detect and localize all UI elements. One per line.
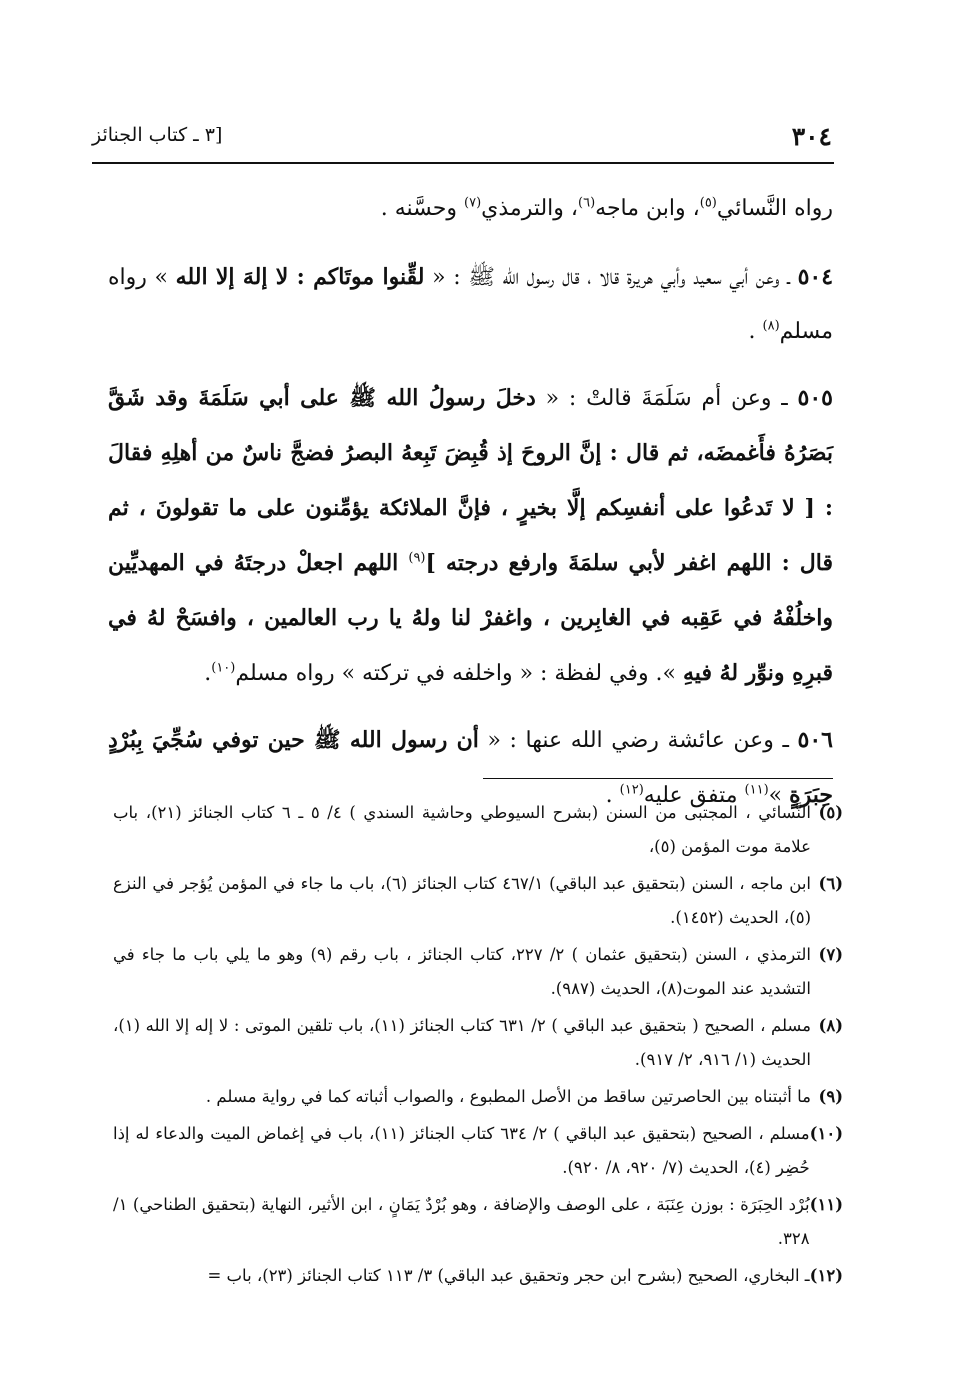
footnote-9 [113,1080,843,1114]
hadith-504 [108,250,833,359]
footnote-number: (١١) [809,1195,843,1214]
hadith-number: ٥٠٦ [797,727,833,753]
footnote-10 [113,1117,843,1185]
hadith-505 [108,371,833,701]
hadith-matn: أن رسول الله ﷺ حين توفي سُجِّيَ بِبُرْدٍ حِبَرَةٍ [108,727,833,808]
hadith-number: ٥٠٥ [797,385,833,411]
footnote-text: النَّسائي ، المجتبى من السنن (بشرح السيوطي وحاشية السندي ) ٤/ ٥ ـ ٦ كتاب الجنائز (٢١)، باب علامة موت المؤمن (٥)، [113,803,811,856]
footnotes [113,796,843,1296]
hadith-intro: ـ وعن أبي سعيد وأبي هريرة قالا ، قال رسول الله ﷺ : « [424,265,798,290]
footnote-11 [113,1188,843,1256]
footnote-number: (١٠) [809,1124,843,1143]
footnote-ref-12[interactable]: (١٢) [619,782,644,798]
footnote-number: (٨) [818,1016,843,1035]
footnote-ref-11[interactable]: (١١) [744,782,769,798]
narration-text: وحسَّنه . [380,196,464,221]
footnote-5 [113,796,843,864]
hadith-matn: لقِّنوا موتَاكم : لا إلهَ إلا الله [175,264,425,290]
footnote-7 [113,938,843,1006]
hadith-source: » رواه مسلم [108,265,833,344]
footnote-ref-7[interactable]: (٧) [464,195,482,211]
footnote-6 [113,867,843,935]
main-text [108,182,833,835]
footnote-separator [483,778,833,779]
footnote-ref-9[interactable]: (٩) [408,550,426,566]
page-header [92,118,832,158]
footnote-ref-10[interactable]: (١٠) [211,660,236,676]
footnote-8 [113,1009,843,1077]
hadith-source: متفق عليه [643,783,745,808]
narration-text: رواه النَّسائي [716,196,833,221]
header-rule [92,162,834,164]
hadith-intro: ـ وعن أم سَلَمَةَ قالتْ : « [535,386,798,411]
narration-text: ، وابن ماجه [595,196,700,221]
footnote-text: بُرْد الحِبَرَة : بوزن عِنَبَة ، على الوصف والإضافة ، وهو بُرْدٌ يَمَانٍ ، ابن الأثير، النهاية (بتحقيق الطناحي) ١/ ٣٢٨. [113,1195,810,1248]
footnote-text: ابن ماجه ، السنن (بتحقيق عبد الباقي) ٤٦٧/١ كتاب الجنائز (٦)، باب ما جاء في المؤمن يُؤجر في النزع (٥)، الحديث (١٤٥٢). [113,874,811,927]
footnote-ref-6[interactable]: (٦) [578,195,596,211]
narration-text: ، والترمذي [481,196,579,221]
footnote-text: مسلم ، الصحيح ( بتحقيق عبد الباقي ) ٢/ ٦٣١ كتاب الجنائز (١١)، باب تلقين الموتى : لا إله إلا الله (١)، الحديث (١/ ٩١٦، ٢/ ٩١٧). [113,1016,811,1069]
hadith-end: . [748,319,763,344]
page-number: ٣٠٤ [791,122,832,151]
footnote-12 [113,1259,843,1293]
footnote-text: ـ البخاري، الصحيح (بشرح ابن حجر وتحقيق عبد الباقي) ٣/ ١١٣ كتاب الجنائز (٢٣)، باب = [207,1266,810,1285]
footnote-number: (١٢) [809,1266,843,1285]
hadith-number: ٥٠٤ [797,264,834,290]
footnote-text: الترمذي ، السنن (بتحقيق عثمان ) ٢/ ٢٢٧، كتاب الجنائز ، باب رقم (٩) وهو ما يلي باب ما جاء في التشديد عند الموت(٨)، الحديث (٩٨٧). [113,945,811,998]
footnote-text: مسلم ، الصحيح (بتحقيق عبد الباقي ) ٢/ ٦٣٤ كتاب الجنائز (١١)، باب في إغماض الميت والدعاء له إذا حُضِر (٤)، الحديث (٧/ ٩٢٠، ٨/ ٩٢٠). [113,1124,810,1177]
hadith-intro: ـ وعن عائشة رضي الله عنها : « [478,728,798,753]
hadith-end: . [605,783,620,808]
hadith-matn: دخلَ رسولُ الله ﷺ على أبي سَلَمَةَ وقد شَقَّ بَصَرُهُ فأَغمضَه، ثم قال : إنَّ الروحَ إذ قُبِضَ تَبِعهُ البصرُ فضجَّ ناسٌ من أهلِهِ فقالَ : [ لا تَدعُوا على أنفسِكم إلَّا بخيرٍ ، فإنَّ الملائكة يؤمِّنون على ما تقولونَ ، ثم قال : اللهم اغفر لأبي سلمَةَ وارفع درجته ] [108,385,833,576]
hadith-matn-continued: اللهم اجعلْ درجتَهُ في المهديِّين واخلُفْهُ في عَقِبه في الغابِرين ، واغفرْ لنا ولهُ يا رب العالمين ، وافسَحْ لهُ في قبرِهِ ونوِّر لهُ فيهِ [108,550,833,686]
running-title: [٣ ـ كتاب الجنائز [92,124,223,146]
hadith-quote-close: » [768,783,790,808]
hadith-end: . [204,661,212,686]
footnote-number: (٦) [818,874,843,893]
hadith-source: ». وفي لفظة : « واخلفه في تركته » رواه مسلم [235,661,684,686]
paragraph-narration [108,182,833,236]
footnote-number: (٧) [818,945,843,964]
footnote-ref-8[interactable]: (٨) [762,318,780,334]
footnote-text: ما أثبتناه بين الحاصرتين ساقط من الأصل المطبوع ، والصواب أثباته كما في رواية مسلم . [205,1087,811,1106]
footnote-ref-5[interactable]: (٥) [699,195,717,211]
footnote-number: (٥) [818,803,843,822]
footnote-number: (٩) [818,1087,843,1106]
